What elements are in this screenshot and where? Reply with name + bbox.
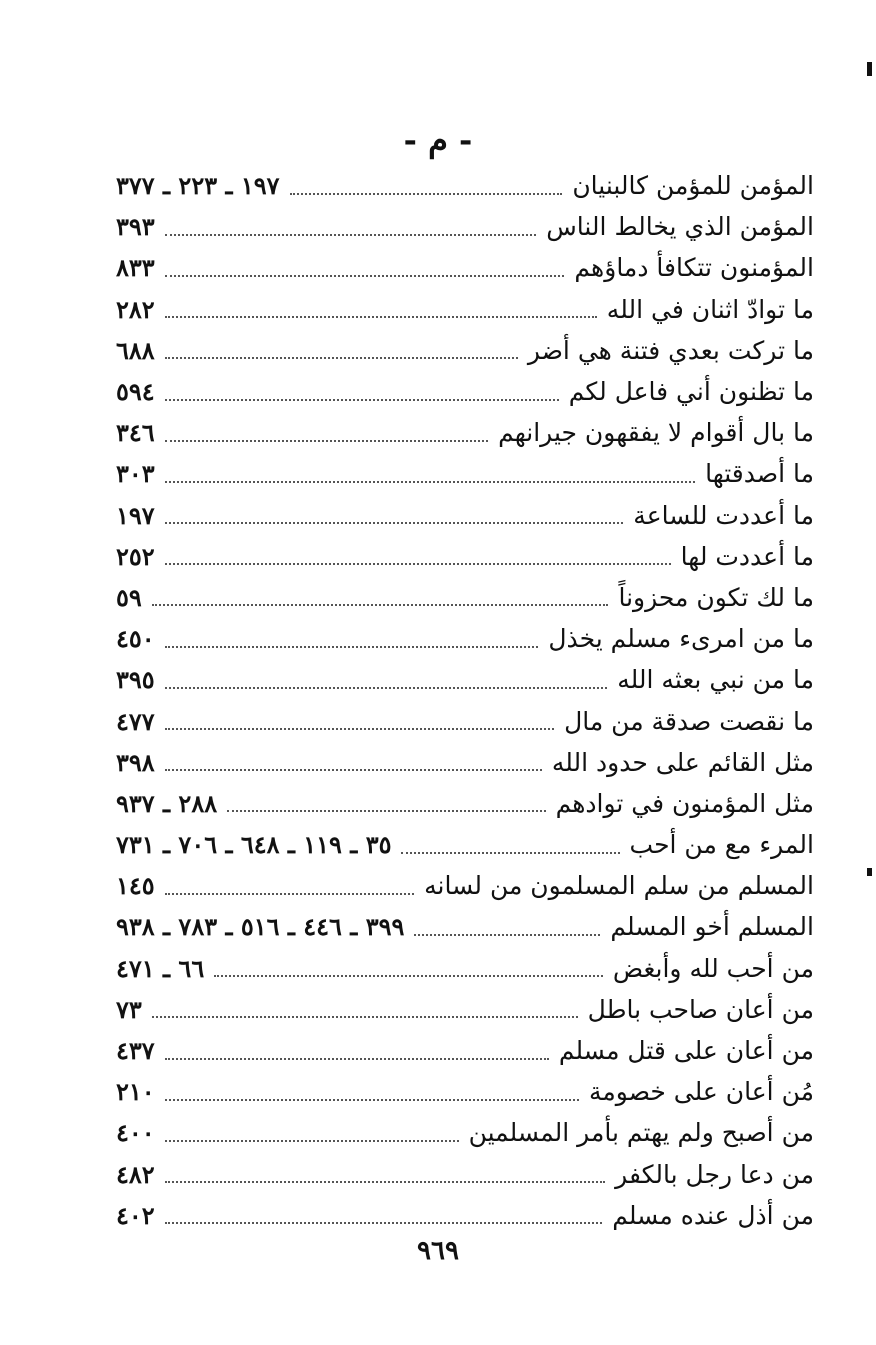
entry-text: المرء مع من أحب <box>629 830 814 860</box>
entry-page-refs: ٣٠٣ <box>116 459 155 489</box>
dot-leader <box>290 193 563 195</box>
dot-leader <box>165 1222 603 1224</box>
entry-page-refs: ٤٠٠ <box>116 1118 155 1148</box>
dot-leader <box>401 852 619 854</box>
index-entry <box>116 1195 814 1236</box>
index-entry <box>116 371 814 412</box>
hadith-index-list <box>116 165 814 1236</box>
entry-page-refs: ١٩٧ <box>116 500 155 530</box>
entry-text: من أذل عنده مسلم <box>612 1200 814 1230</box>
index-entry <box>116 453 814 494</box>
entry-page-refs: ٤٥٠ <box>116 624 155 654</box>
index-entry <box>116 865 814 906</box>
dot-leader <box>165 646 539 648</box>
index-entry <box>116 536 814 577</box>
entry-page-refs: ٥٩ <box>116 582 142 612</box>
entry-text: المسلم أخو المسلم <box>610 912 814 942</box>
index-entry <box>116 165 814 206</box>
entry-text: من دعا رجل بالكفر <box>615 1159 814 1189</box>
dot-leader <box>165 563 671 565</box>
entry-text: ما لك تكون محزوناً <box>618 582 814 612</box>
index-entry <box>116 824 814 865</box>
entry-text: من أحب لله وأبغض <box>612 953 814 983</box>
entry-page-refs: ٥٩٤ <box>116 377 155 407</box>
index-entry <box>116 618 814 659</box>
index-entry <box>116 1030 814 1071</box>
dot-leader <box>165 522 624 524</box>
dot-leader <box>165 687 608 689</box>
index-entry <box>116 659 814 700</box>
dot-leader <box>165 481 695 483</box>
entry-text: مثل المؤمنون في توادهم <box>555 788 814 818</box>
dot-leader <box>165 1181 606 1183</box>
dot-leader <box>152 604 609 606</box>
dot-leader <box>165 893 414 895</box>
entry-page-refs: ٤٨٢ <box>116 1159 155 1189</box>
index-entry <box>116 1071 814 1112</box>
dot-leader <box>165 357 518 359</box>
scan-edge-mark-top <box>867 62 872 76</box>
entry-page-refs: ٧٣ <box>116 994 142 1024</box>
entry-page-refs: ١٤٥ <box>116 871 155 901</box>
entry-page-refs: ٢٨٨ ـ ٩٣٧ <box>116 788 218 818</box>
dot-leader <box>165 1058 549 1060</box>
entry-text: ما من نبي بعثه الله <box>617 665 814 695</box>
entry-text: المؤمن الذي يخالط الناس <box>546 212 814 242</box>
entry-text: ما أعددت للساعة <box>633 500 814 530</box>
entry-text: مثل القائم على حدود الله <box>551 747 814 777</box>
entry-text: ما توادّ اثنان في الله <box>606 294 814 324</box>
index-entry <box>116 289 814 330</box>
index-entry <box>116 700 814 741</box>
entry-page-refs: ٨٣٣ <box>116 253 155 283</box>
entry-text: المؤمن للمؤمن كالبنيان <box>572 171 814 201</box>
entry-page-refs: ٣٩٣ <box>116 212 155 242</box>
dot-leader <box>165 234 537 236</box>
dot-leader <box>165 399 559 401</box>
entry-text: ما نقصت صدقة من مال <box>564 706 814 736</box>
dot-leader <box>165 1140 459 1142</box>
entry-text: مُن أعان على خصومة <box>589 1077 814 1107</box>
dot-leader <box>165 769 542 771</box>
index-entry <box>116 495 814 536</box>
index-entry <box>116 783 814 824</box>
page-number: ٩٦٩ <box>417 1236 459 1266</box>
index-entry <box>116 989 814 1030</box>
entry-text: ما بال أقوام لا يفقهون جيرانهم <box>498 418 814 448</box>
entry-page-refs: ٦٨٨ <box>116 335 155 365</box>
entry-text: من أصبح ولم يهتم بأمر المسلمين <box>468 1118 814 1148</box>
entry-text: ما أصدقتها <box>705 459 814 489</box>
entry-page-refs: ٣٥ ـ ١١٩ ـ ٦٤٨ ـ ٧٠٦ ـ ٧٣١ <box>116 830 392 860</box>
entry-text: ما تظنون أني فاعل لكم <box>568 377 814 407</box>
dot-leader <box>165 275 565 277</box>
index-entry <box>116 247 814 288</box>
scan-edge-mark-middle <box>867 868 872 876</box>
dot-leader <box>414 934 600 936</box>
entry-text: ما تركت بعدي فتنة هي أضر <box>527 335 814 365</box>
entry-page-refs: ٤٧٧ <box>116 706 155 736</box>
entry-page-refs: ٤٣٧ <box>116 1036 155 1066</box>
index-entry <box>116 330 814 371</box>
dot-leader <box>152 1016 578 1018</box>
dot-leader <box>165 728 554 730</box>
index-entry <box>116 577 814 618</box>
entry-text: من أعان على قتل مسلم <box>558 1036 814 1066</box>
index-entry <box>116 742 814 783</box>
dot-leader <box>165 440 488 442</box>
section-letter-heading: - م - <box>403 121 473 159</box>
entry-page-refs: ٢١٠ <box>116 1077 155 1107</box>
entry-page-refs: ٦٦ ـ ٤٧١ <box>116 953 205 983</box>
entry-page-refs: ٣٤٦ <box>116 418 155 448</box>
index-entry <box>116 948 814 989</box>
entry-text: المؤمنون تتكافأ دماؤهم <box>574 253 814 283</box>
entry-page-refs: ٣٩٨ <box>116 747 155 777</box>
dot-leader <box>214 975 603 977</box>
entry-text: ما من امرىء مسلم يخذل <box>548 624 814 654</box>
entry-text: ما أعددت لها <box>680 541 814 571</box>
entry-page-refs: ٢٨٢ <box>116 294 155 324</box>
entry-text: من أعان صاحب باطل <box>587 994 814 1024</box>
dot-leader <box>165 1099 579 1101</box>
index-entry <box>116 1154 814 1195</box>
index-entry <box>116 1112 814 1153</box>
entry-text: المسلم من سلم المسلمون من لسانه <box>424 871 814 901</box>
index-entry <box>116 906 814 947</box>
dot-leader <box>165 316 597 318</box>
entry-page-refs: ٢٥٢ <box>116 541 155 571</box>
index-entry <box>116 206 814 247</box>
entry-page-refs: ٣٩٥ <box>116 665 155 695</box>
index-entry <box>116 412 814 453</box>
dot-leader <box>227 810 545 812</box>
entry-page-refs: ٣٩٩ ـ ٤٤٦ ـ ٥١٦ ـ ٧٨٣ ـ ٩٣٨ <box>116 912 405 942</box>
entry-page-refs: ٤٠٢ <box>116 1200 155 1230</box>
entry-page-refs: ١٩٧ ـ ٢٢٣ ـ ٣٧٧ <box>116 171 280 201</box>
